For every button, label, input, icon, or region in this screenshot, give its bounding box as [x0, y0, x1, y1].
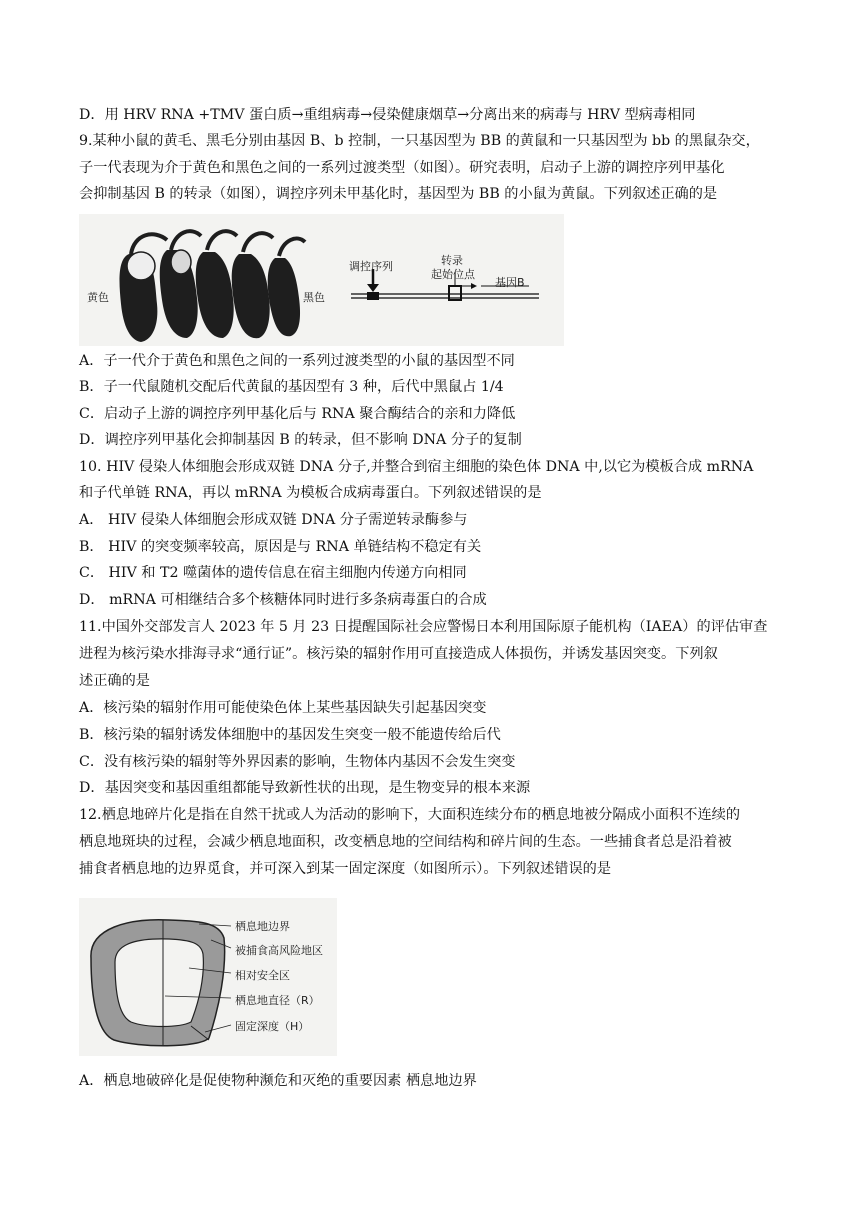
question-9-line-1: 9.某种小鼠的黄毛、黑毛分别由基因 B、b 控制，一只基因型为 BB 的黄鼠和一只基因型为 bb 的黑鼠杂交，	[79, 133, 760, 149]
gene-b-label: 基因B	[495, 276, 525, 289]
safe-zone-label: 相对安全区	[235, 969, 290, 982]
option-11c: C．没有核污染的辐射等外界因素的影响，生物体内基因不会发生突变	[79, 754, 516, 770]
option-10b: B． HIV 的突变频率较高，原因是与 RNA 单链结构不稳定有关	[79, 539, 482, 555]
fixed-depth-label: 固定深度（H）	[235, 1020, 310, 1033]
habitat-diameter-label: 栖息地直径（R）	[235, 994, 320, 1007]
option-10a: A． HIV 侵染人体细胞会形成双链 DNA 分子需逆转录酶参与	[79, 512, 468, 528]
option-10c: C． HIV 和 T2 噬菌体的遗传信息在宿主细胞内传递方向相同	[79, 565, 467, 581]
option-9a: A．子一代介于黄色和黑色之间的一系列过渡类型的小鼠的基因型不同	[79, 353, 515, 369]
mice-gene-figure	[79, 214, 564, 346]
question-10-line-2: 和子代单链 RNA，再以 mRNA 为模板合成病毒蛋白。下列叙述错误的是	[79, 485, 542, 501]
transcription-label-line1: 转录	[441, 254, 463, 267]
question-11-line-1: 11.中国外交部发言人 2023 年 5 月 23 日提醒国际社会应警惕日本利用国际原子能机构（IAEA）的评估审查	[79, 619, 768, 635]
transcription-label-line2: 起始位点	[431, 268, 475, 281]
black-mouse-label: 黑色	[303, 291, 325, 304]
option-11d: D．基因突变和基因重组都能导致新性状的出现，是生物变异的根本来源	[79, 780, 531, 796]
question-11-line-3: 述正确的是	[79, 673, 150, 689]
question-12-line-2: 栖息地斑块的过程，会减少栖息地面积，改变栖息地的空间结构和碎片间的生态。一些捕食者总是沿着被	[79, 834, 732, 850]
question-9-line-2: 子一代表现为介于黄色和黑色之间的一系列过渡类型（如图）。研究表明，启动子上游的调控序列甲基化	[79, 160, 725, 176]
option-9b: B．子一代鼠随机交配后代黄鼠的基因型有 3 种，后代中黑鼠占 1/4	[79, 379, 504, 395]
high-risk-zone-label: 被捕食高风险地区	[235, 944, 323, 957]
habitat-boundary-label: 栖息地边界	[235, 920, 290, 933]
option-11a: A．核污染的辐射作用可能使染色体上某些基因缺失引起基因突变	[79, 700, 487, 716]
option-10d: D． mRNA 可相继结合多个核糖体同时进行多条病毒蛋白的合成	[79, 592, 487, 608]
question-12-line-1: 12.栖息地碎片化是指在自然干扰或人为活动的影响下，大面积连续分布的栖息地被分隔成小面积不连续的	[79, 807, 741, 823]
question-11-line-2: 进程为核污染水排海寻求“通行证”。核污染的辐射作用可直接造成人体损伤，并诱发基因突变。下列叙	[79, 646, 718, 662]
yellow-mouse-label: 黄色	[87, 291, 109, 304]
question-9-line-3: 会抑制基因 B 的转录（如图），调控序列未甲基化时，基因型为 BB 的小鼠为黄鼠。下列叙述正确的是	[79, 186, 718, 202]
habitat-figure	[79, 898, 337, 1056]
question-12-line-3: 捕食者栖息地的边界觅食，并可深入到某一固定深度（如图所示）。下列叙述错误的是	[79, 861, 612, 877]
option-9d: D．调控序列甲基化会抑制基因 B 的转录，但不影响 DNA 分子的复制	[79, 432, 522, 448]
option-11b: B．核污染的辐射诱发体细胞中的基因发生突变一般不能遗传给后代	[79, 727, 501, 743]
text-line-1: D．用 HRV RNA +TMV 蛋白质→重组病毒→侵染健康烟草→分离出来的病毒与 HRV 型病毒相同	[79, 107, 696, 123]
question-10-line-1: 10. HIV 侵染人体细胞会形成双链 DNA 分子,并整合到宿主细胞的染色体 DNA 中,以它为模板合成 mRNA	[79, 459, 754, 475]
option-9c: C．启动子上游的调控序列甲基化后与 RNA 聚合酶结合的亲和力降低	[79, 406, 516, 422]
option-12a: A．栖息地破碎化是促使物种濒危和灭绝的重要因素 栖息地边界	[79, 1073, 477, 1089]
mice-illustration	[79, 214, 564, 346]
regulatory-sequence-label: 调控序列	[349, 260, 393, 273]
